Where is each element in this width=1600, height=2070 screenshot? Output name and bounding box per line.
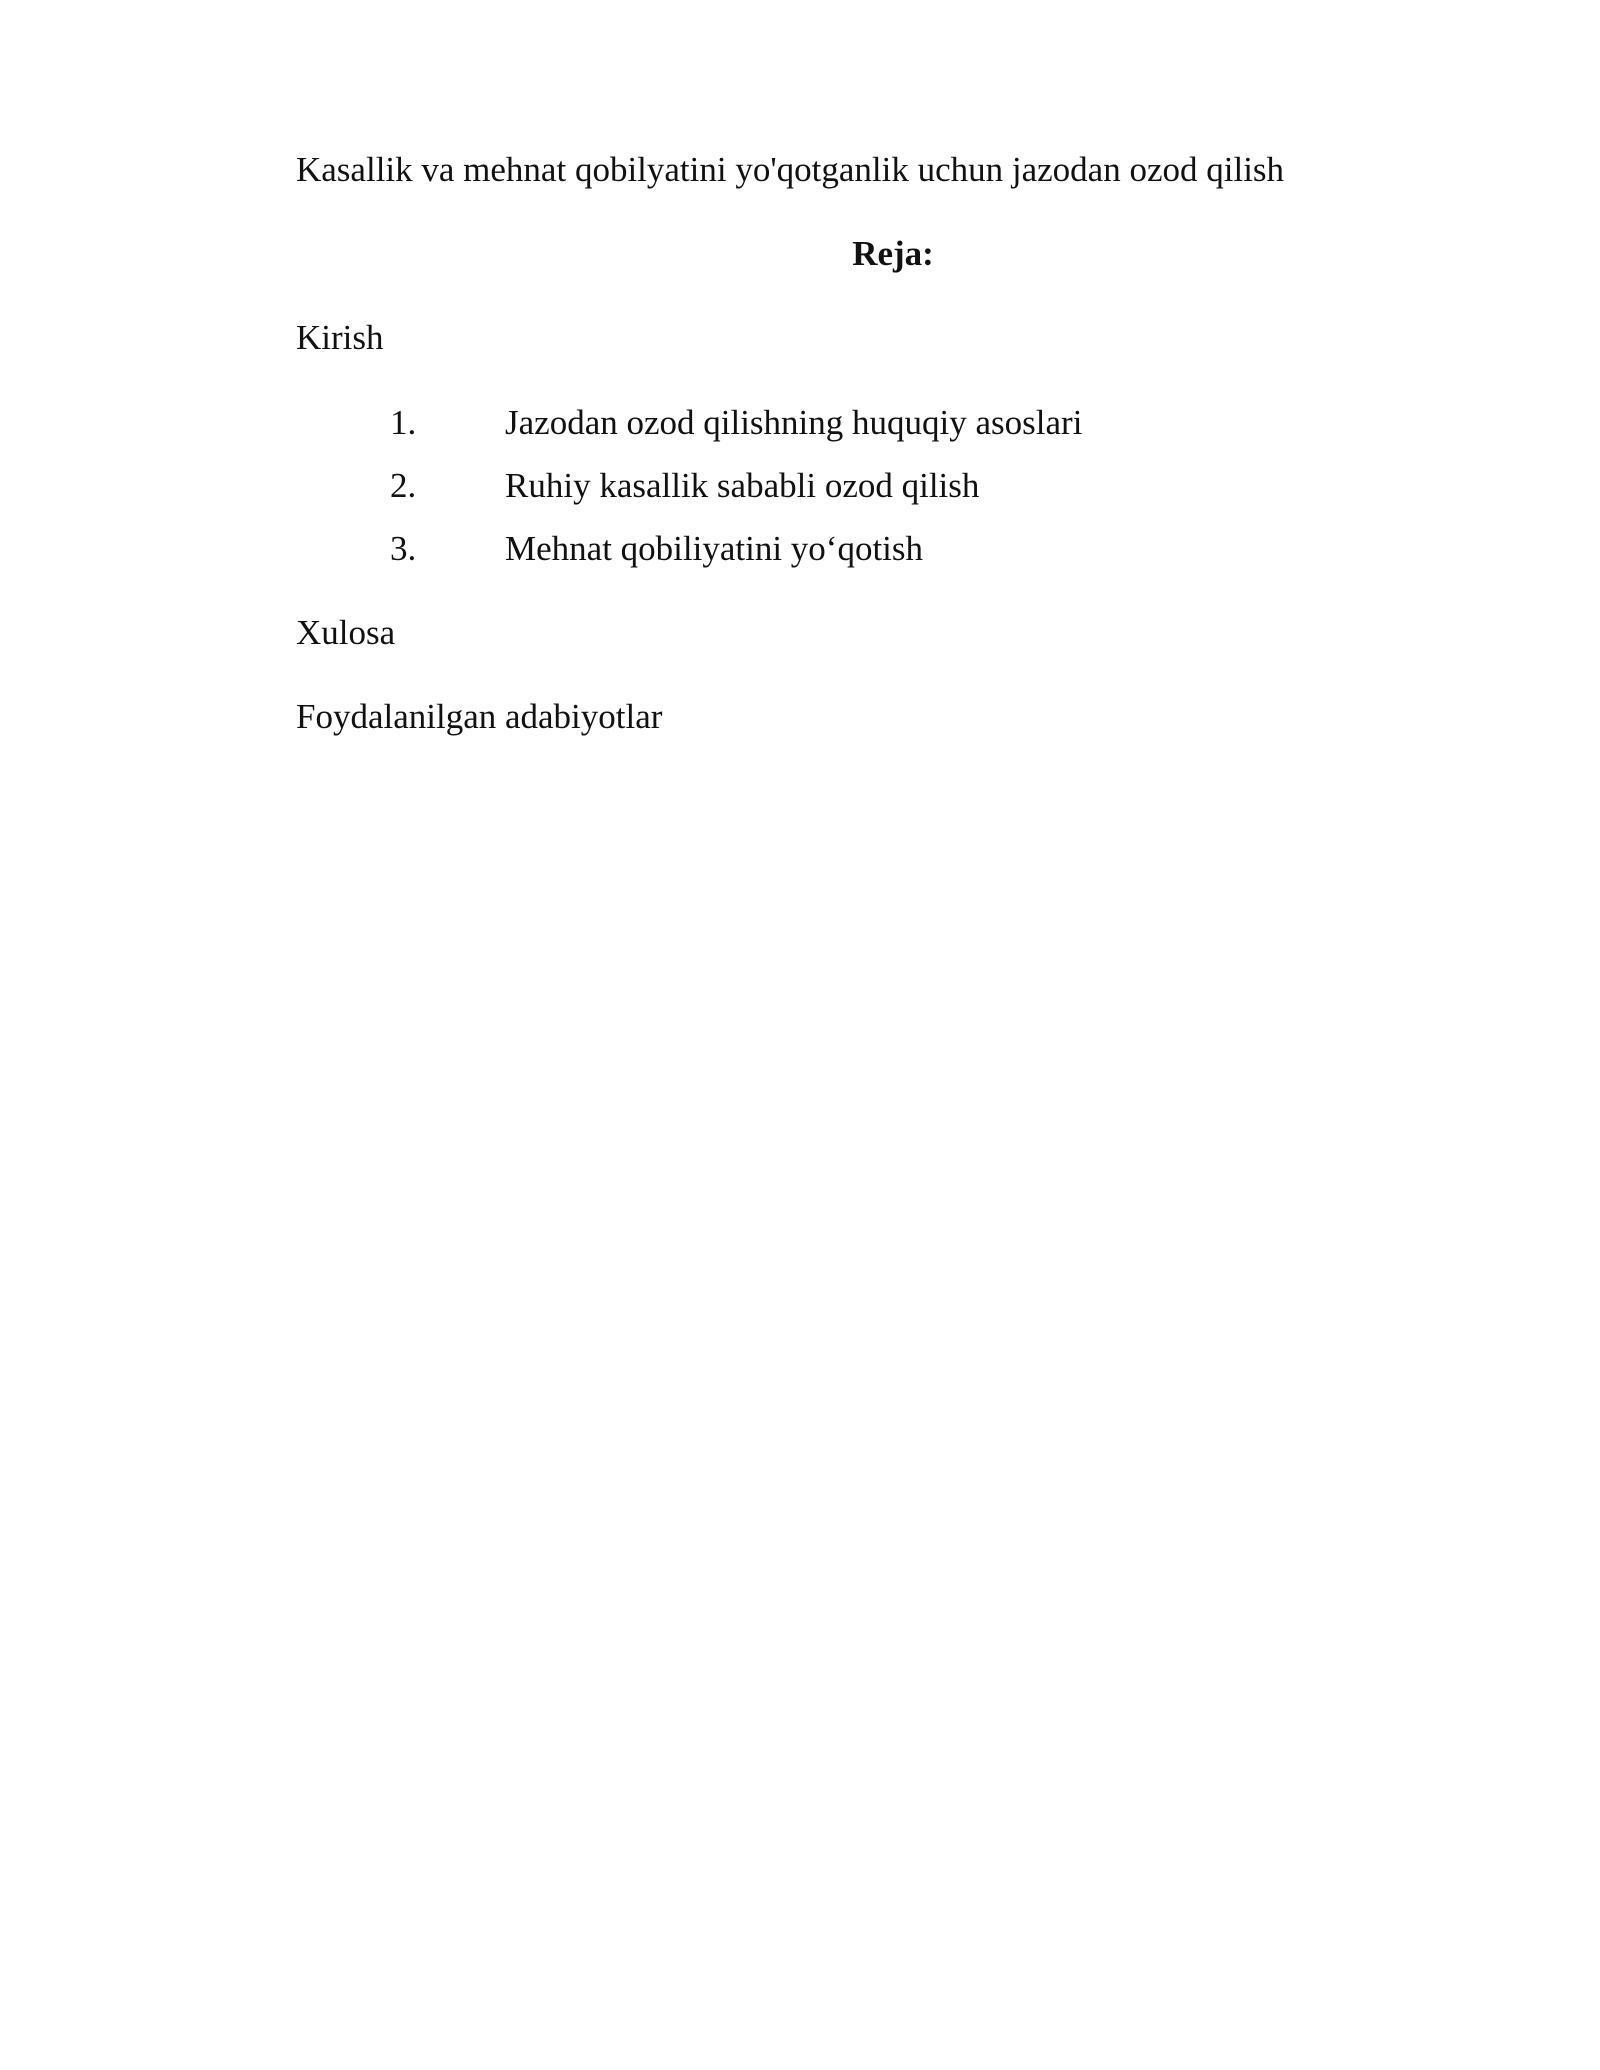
document-title: Kasallik va mehnat qobilyatini yo'qotganlik uchun jazodan ozod qilish <box>296 150 1285 189</box>
section-intro: Kirish <box>296 318 384 357</box>
list-item-text: Jazodan ozod qilishning huquqiy asoslari <box>505 403 1083 442</box>
plan-heading: Reja: <box>852 234 934 273</box>
list-item-number: 2. <box>390 466 417 505</box>
list-item-number: 3. <box>390 529 417 568</box>
section-references: Foydalanilgan adabiyotlar <box>296 697 663 736</box>
section-conclusion: Xulosa <box>296 613 396 652</box>
list-item-text: Ruhiy kasallik sababli ozod qilish <box>505 466 980 505</box>
list-item-text: Mehnat qobiliyatini yo‘qotish <box>505 529 924 568</box>
list-item-number: 1. <box>390 403 417 442</box>
